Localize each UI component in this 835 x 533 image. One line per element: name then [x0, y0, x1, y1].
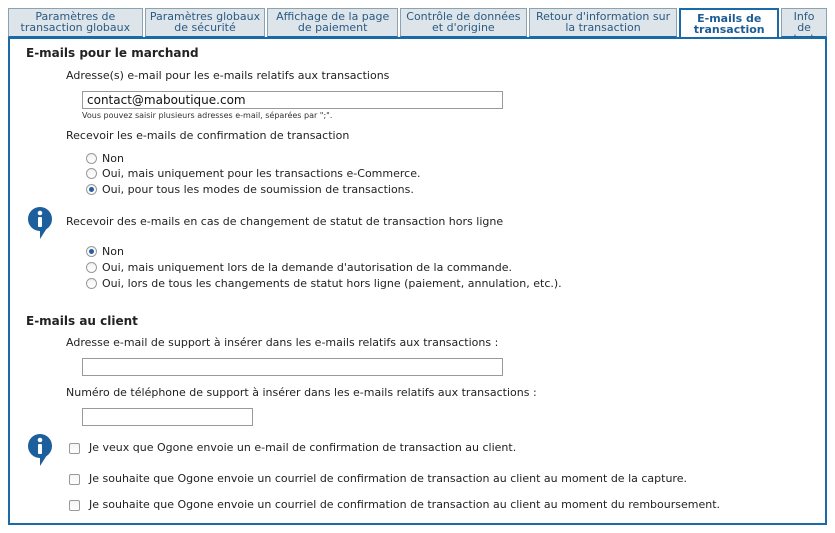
client-checkbox-label: Je veux que Ogone envoie un e-mail de confirmation de transaction au client.	[89, 441, 517, 454]
confirm-emails-question: Recevoir les e-mails de confirmation de transaction	[66, 129, 350, 142]
refund-confirmation-checkbox[interactable]	[69, 500, 80, 511]
support-phone-label: Numéro de téléphone de support à insérer dans les e-mails relatifs aux transactions :	[66, 386, 537, 399]
tab-transaction-feedback[interactable]: Retour d'information sur la transaction	[529, 8, 678, 37]
status-radio-all-changes[interactable]	[86, 278, 97, 289]
client-checkbox-label: Je souhaite que Ogone envoie un courriel de confirmation de transaction au client au moment du remboursement.	[89, 498, 721, 511]
tab-payment-page-display[interactable]: Affichage de la page de paiement	[267, 8, 398, 37]
confirm-radio-all-modes[interactable]	[86, 184, 97, 195]
support-phone-input[interactable]	[82, 408, 253, 426]
client-confirmation-email-checkbox[interactable]	[69, 443, 80, 454]
status-option-label: Oui, mais uniquement lors de la demande d'autorisation de la commande.	[102, 261, 512, 274]
status-radio-no[interactable]	[86, 246, 97, 257]
support-email-label: Adresse e-mail de support à insérer dans les e-mails relatifs aux transactions :	[66, 336, 499, 349]
status-option-label: Non	[102, 245, 124, 258]
offline-status-question: Recevoir des e-mails en cas de changement de statut de transaction hors ligne	[66, 215, 504, 228]
merchant-email-hint: Vous pouvez saisir plusieurs adresses e-mail, séparées par ";".	[82, 111, 333, 120]
confirm-option-label: Non	[102, 152, 124, 165]
tab-global-security-params[interactable]: Paramètres globaux de sécurité	[145, 8, 266, 37]
status-radio-authorization-only[interactable]	[86, 262, 97, 273]
info-icon[interactable]	[26, 206, 54, 240]
confirm-radio-no[interactable]	[86, 153, 97, 164]
capture-confirmation-checkbox[interactable]	[69, 474, 80, 485]
confirm-option-label: Oui, mais uniquement pour les transactions e-Commerce.	[102, 167, 421, 180]
tab-transaction-emails[interactable]: E-mails de transaction	[679, 8, 779, 39]
tab-test-info[interactable]: Info de	[781, 8, 827, 37]
status-option-label: Oui, lors de tous les changements de statut hors ligne (paiement, annulation, etc.).	[102, 277, 562, 290]
client-checkbox-label: Je souhaite que Ogone envoie un courriel de confirmation de transaction au client au moment de la capture.	[89, 472, 687, 485]
confirm-option-label: Oui, pour tous les modes de soumission de transactions.	[102, 183, 414, 196]
tab-global-transaction-params[interactable]: Paramètres de transaction globaux	[8, 8, 143, 37]
tab-data-origin-control[interactable]: Contrôle de données et d'origine	[400, 8, 527, 37]
confirm-radio-ecommerce-only[interactable]	[86, 168, 97, 179]
support-email-input[interactable]	[82, 358, 503, 376]
client-section-heading: E-mails au client	[26, 314, 138, 328]
merchant-email-input[interactable]	[82, 91, 503, 109]
tab-bar	[8, 8, 827, 37]
merchant-section-heading: E-mails pour le marchand	[26, 46, 199, 60]
info-icon[interactable]	[26, 433, 54, 467]
merchant-email-label: Adresse(s) e-mail pour les e-mails relatifs aux transactions	[66, 69, 390, 82]
